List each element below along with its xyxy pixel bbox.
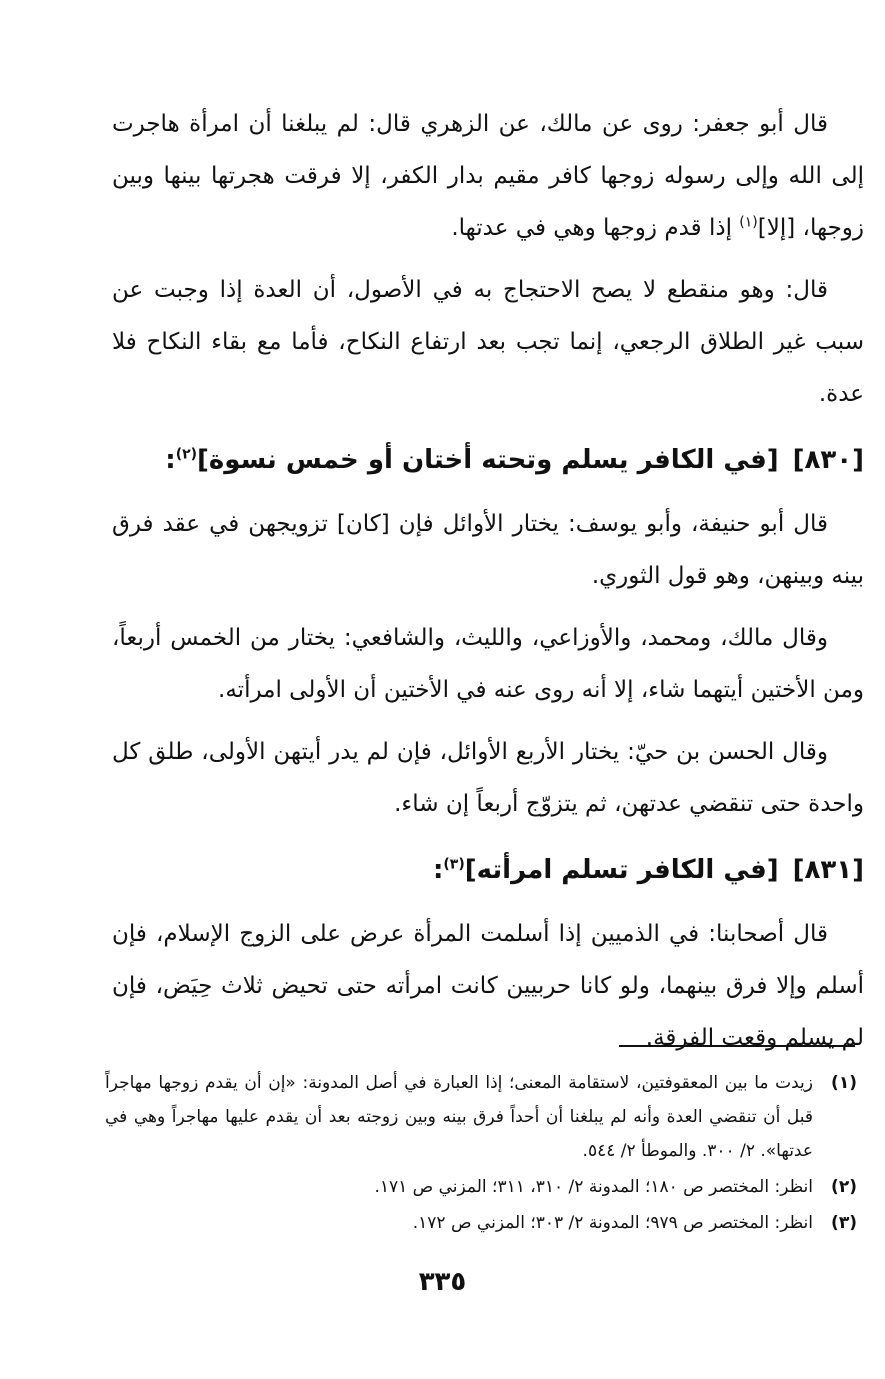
footnote-text: انظر: المختصر ص ١٨٠؛ المدونة ٢/ ٣١٠، ٣١١؛ المزني ص ١٧١. (374, 1177, 813, 1197)
section-heading-830: [٨٣٠][في الكافر يسلم وتحته أختان أو خمس نسوة]$^{(٢)}$: (165, 445, 864, 475)
paragraph-1-text: قال أبو جعفر: روى عن مالك، عن الزهري قال: لم يبلغنا أن امرأة هاجرت إلى الله وإلى رسوله زوجها كافر مقيم بدار الكفر، إلا فرقت هجرتها بينها وبين زوجها، [إلا] (112, 111, 864, 241)
paragraph-1 (112, 98, 864, 254)
footnote-label: (٢) (831, 1177, 857, 1197)
footnote-text: انظر: المختصر ص ٩٧٩؛ المدونة ٢/ ٣٠٣؛ المزني ص ١٧٢. (412, 1213, 813, 1233)
paragraph-6: قال أصحابنا: في الذميين إذا أسلمت المرأة عرض على الزوج الإسلام، فإن أسلم وإلا فرق بينهما، ولو كانا حربيين كانت امرأته حتى تحيض ثلاث حِيَض، فإن لم يسلم وقعت الفرقة. (112, 921, 864, 1051)
footnote-label: (٣) (831, 1213, 857, 1233)
paragraph-1-end: إذا قدم زوجها وهي في عدتها. (451, 215, 740, 241)
footnote-ref-1[interactable]: (١) (739, 214, 758, 231)
footnotes (105, 1066, 857, 1242)
section-title-830: [في الكافر يسلم وتحته أختان أو خمس نسوة] (197, 445, 779, 475)
footnote-1 (105, 1066, 857, 1168)
section-heading-831: [٨٣١][في الكافر تسلم امرأته]$^{(٣)}$: (432, 855, 864, 885)
paragraph-3: قال أبو حنيفة، وأبو يوسف: يختار الأوائل فإن [كان] تزويجهن في عقد فرق بينه وبينهن، وهو قول الثوري. (112, 511, 864, 589)
paragraph-4: وقال مالك، ومحمد، والأوزاعي، والليث، والشافعي: يختار من الخمس أربعاً، ومن الأختين أيتهما شاء، إلا أنه روى عنه في الأختين أن الأولى امرأته. (112, 625, 864, 703)
main-text (112, 98, 864, 1074)
section-title-831: [في الكافر تسلم امرأته] (464, 855, 779, 885)
page-number: ٣٣٥ (418, 1267, 467, 1297)
paragraph-5: وقال الحسن بن حيّ: يختار الأربع الأوائل، فإن لم يدر أيتهن الأولى، طلق كل واحدة حتى تنقضي عدتهن، ثم يتزوّج أربعاً إن شاء. (112, 739, 864, 817)
footnote-label: (١) (831, 1073, 857, 1093)
section-number-830: [٨٣٠] (792, 445, 864, 475)
footnote-ref-3[interactable]: (٣) (443, 856, 465, 873)
section-number-831: [٨٣١] (792, 855, 864, 885)
footnote-divider (619, 1045, 855, 1047)
paragraph-2: قال: وهو منقطع لا يصح الاحتجاج به في الأصول، أن العدة إذا وجبت عن سبب غير الطلاق الرجعي، إنما تجب بعد ارتفاع النكاح، فأما مع بقاء النكاح فلا عدة. (112, 277, 864, 407)
footnote-2 (105, 1170, 857, 1204)
footnote-text: زيدت ما بين المعقوفتين، لاستقامة المعنى؛ إذا العبارة في أصل المدونة: «إن أن يقدم زوجها مهاجراً قبل أن تنقضي العدة وأنه لم يبلغنا أن أحداً فرق بينه وبين زوجته بعد أن يقدم عليها مهاجراً وهي في عدتها». ٢/ ٣٠٠. والموطأ ٢/ ٥٤٤. (105, 1073, 813, 1161)
footnote-3 (105, 1206, 857, 1240)
footnote-ref-2[interactable]: (٢) (175, 446, 198, 463)
